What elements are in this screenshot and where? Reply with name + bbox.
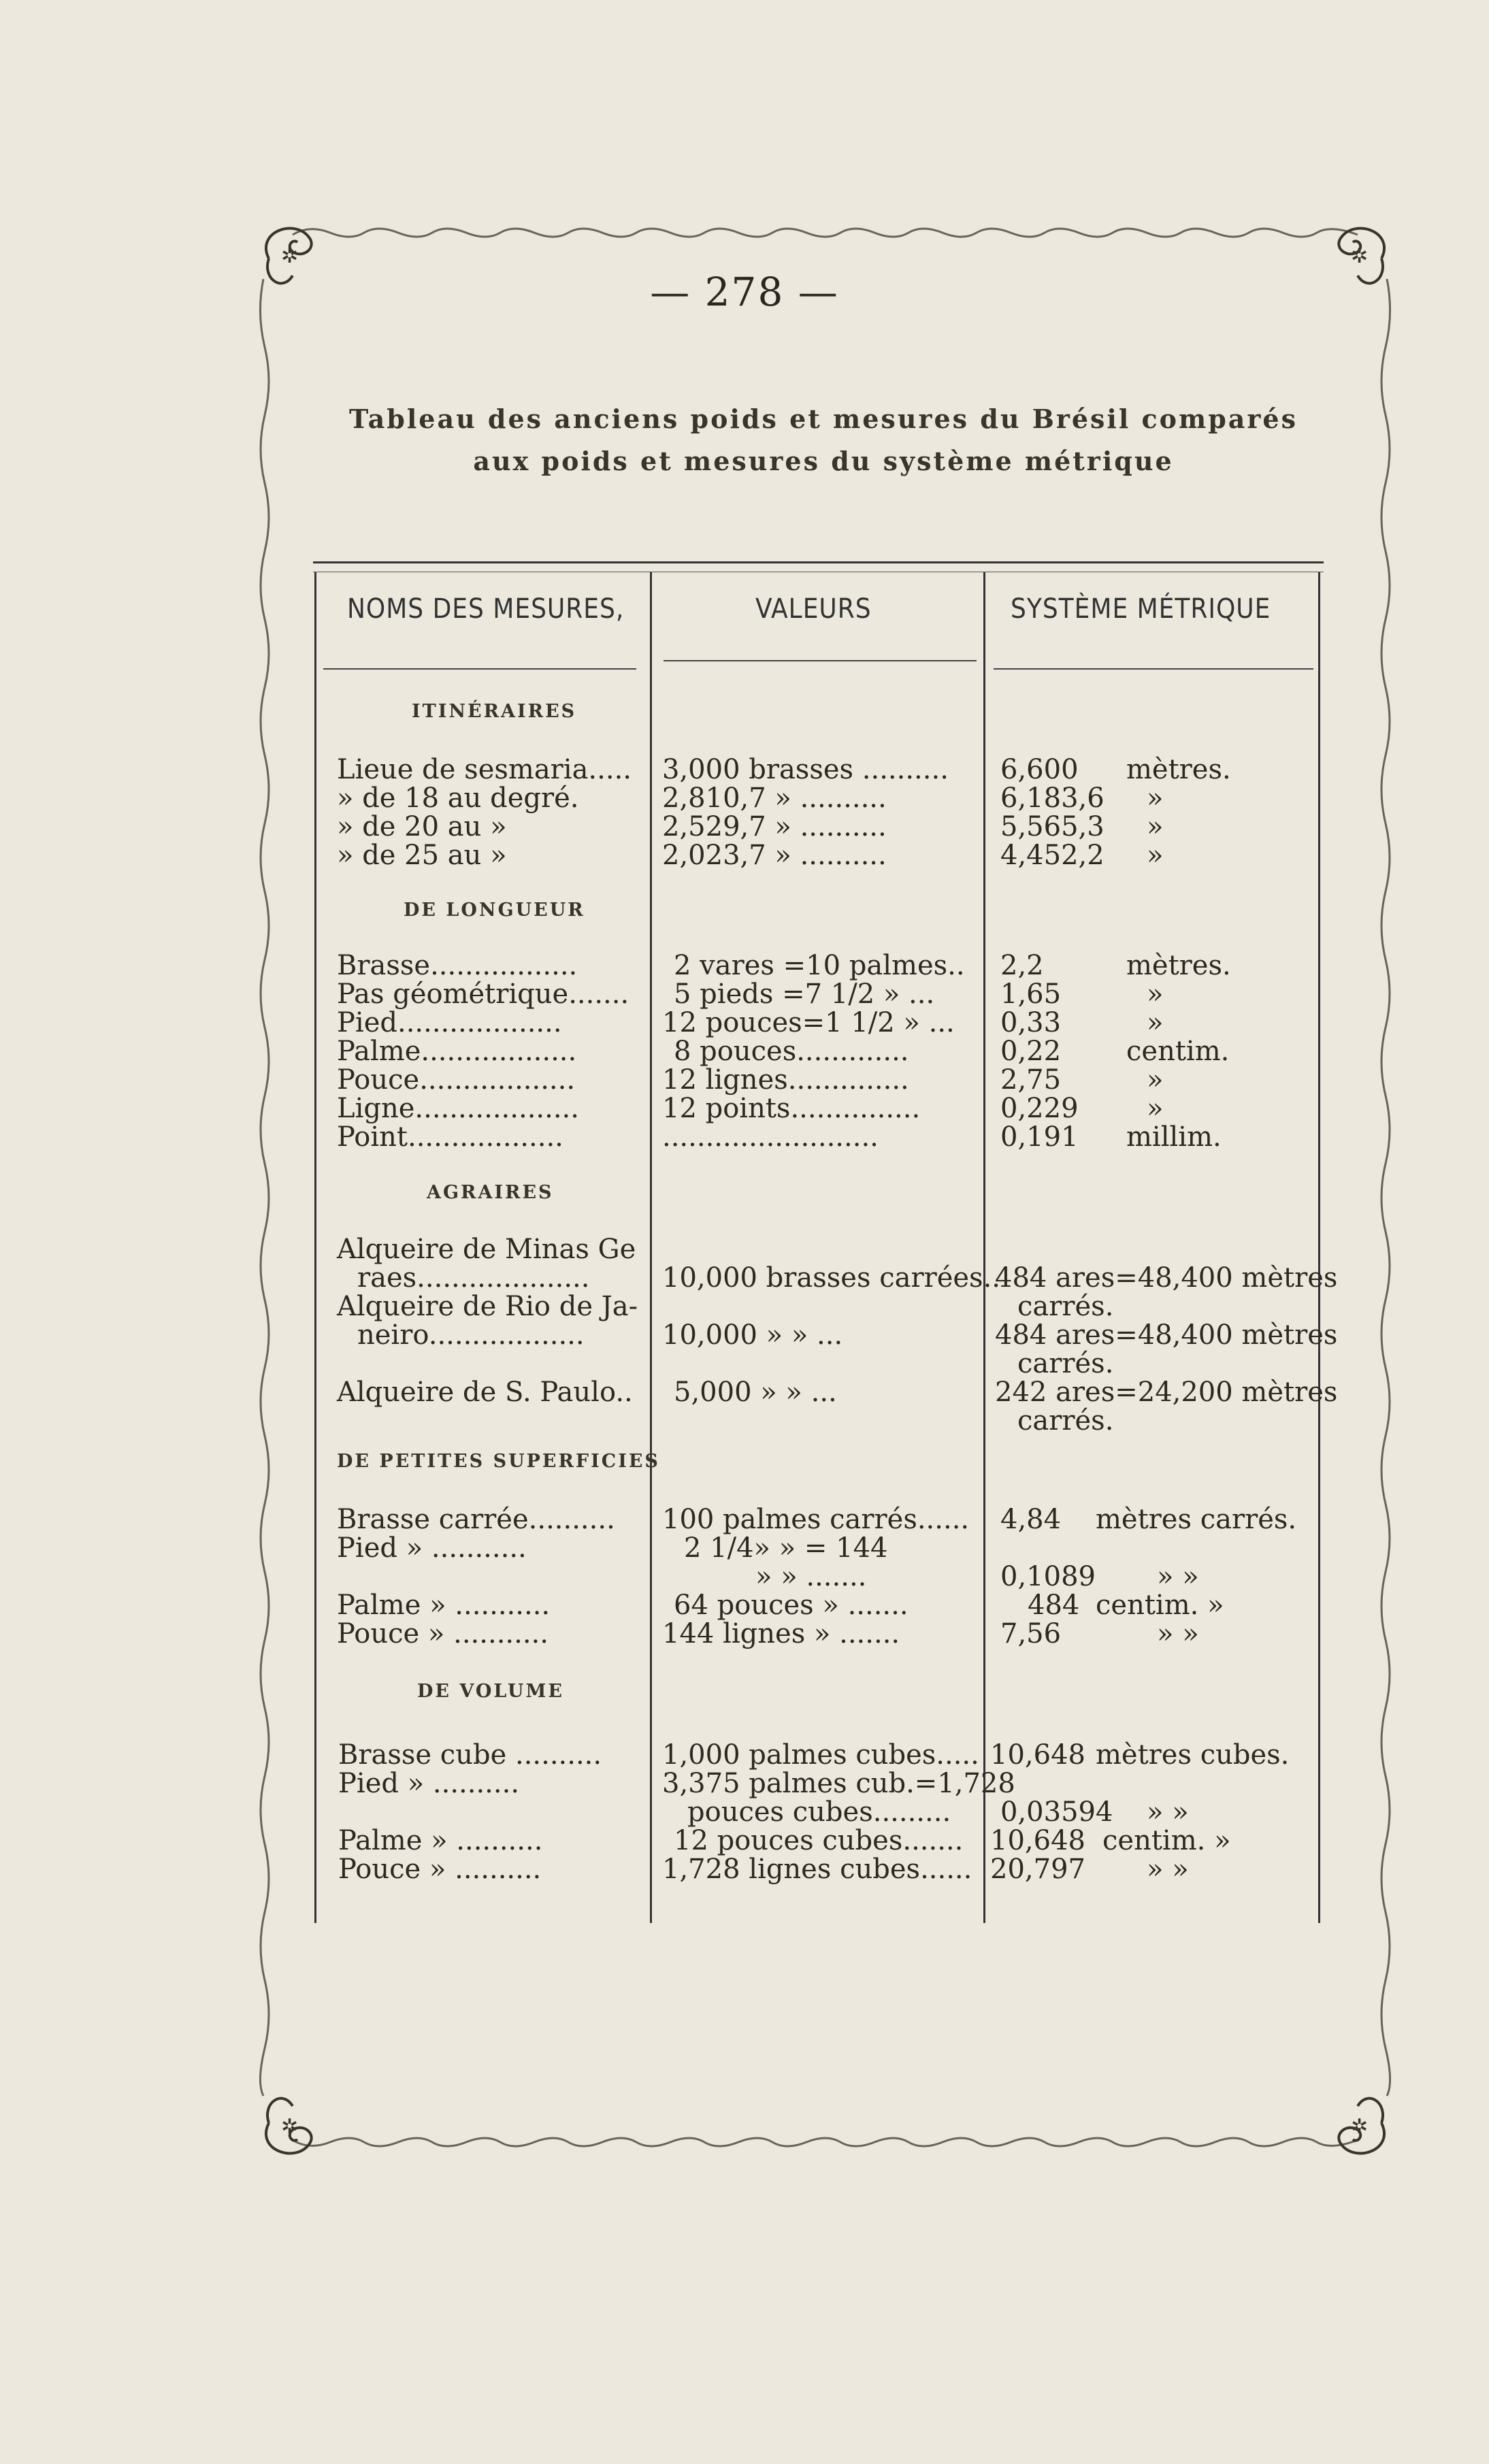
row-value: 5 pieds =7 1/2 » ... [674,979,935,1010]
title-line-2: aux poids et mesures du système métrique [473,446,1174,476]
row-metric: 5,565,3 [1000,811,1105,842]
row-name: Alqueire de Rio de Ja- [337,1291,638,1322]
row-name: » de 25 au » [337,840,507,871]
row-name: Pouce » .......... [338,1854,542,1885]
column-divider-1 [650,572,652,1923]
section-longueur: DE LONGUEUR [404,900,585,921]
row-unit: » » [1157,1561,1199,1592]
header-rule-2 [664,660,977,661]
row-name: Pied » .......... [338,1768,520,1799]
title-line-1: Tableau des anciens poids et mesures du Brésil comparés [349,404,1298,434]
row-metric: 0,1089 [1000,1561,1096,1592]
row-value: 8 pouces............. [674,1036,909,1067]
row-metric: 2,2 [1000,950,1044,981]
row-unit: mètres. [1126,754,1231,785]
row-unit: » [1147,1064,1164,1096]
row-name: raes.................... [357,1262,590,1294]
row-name: Brasse................. [337,950,578,981]
row-metric: 242 ares=24,200 mètres [995,1377,1338,1408]
row-metric: 6,600 [1000,754,1079,785]
row-name: Pouce.................. [337,1064,576,1096]
section-itineraires: ITINÉRAIRES [412,701,577,722]
row-value: 2,810,7 » .......... [662,783,887,814]
row-name: » de 20 au » [337,811,507,842]
row-metric: 2,75 [1000,1064,1062,1096]
row-metric: 484 ares=48,400 mètres [995,1262,1338,1294]
row-metric: 0,03594 [1000,1796,1113,1828]
row-unit: » [1147,840,1164,871]
row-unit: » [1147,783,1164,814]
column-divider-2 [983,572,985,1923]
row-unit: centim. [1126,1036,1230,1067]
table-left-border [314,572,316,1923]
row-metric: 484 ares=48,400 mètres [995,1319,1338,1351]
page-number: — 278 — [650,269,839,315]
row-value: 1,000 palmes cubes..... [662,1739,979,1771]
row-metric: 484 [1028,1590,1080,1621]
row-metric: 10,648 [990,1739,1085,1771]
row-value: 1,728 lignes cubes...... [662,1854,972,1885]
table-right-border [1318,572,1320,1923]
row-metric: 0,229 [1000,1093,1079,1124]
row-name: Palme » ........... [337,1590,551,1621]
row-metric: 0,22 [1000,1036,1062,1067]
row-name: Pied................... [337,1007,562,1038]
row-metric: 0,33 [1000,1007,1062,1038]
row-metric: 1,65 [1000,979,1062,1010]
row-unit: » [1147,1007,1164,1038]
row-name: Pouce » ........... [337,1618,549,1649]
table-top-rule [313,561,1324,572]
row-unit: centim. » [1102,1825,1231,1856]
row-name: Brasse carrée.......... [337,1504,615,1535]
page-title [310,398,1337,482]
row-value: 2 1/4» » = 144 [684,1532,888,1564]
row-unit: » » [1147,1796,1189,1828]
header-noms: NOMS DES MESURES, [347,593,625,625]
row-value: pouces cubes......... [687,1796,951,1828]
row-name: Lieue de sesmaria..... [337,754,632,785]
row-value: 12 pouces=1 1/2 » ... [662,1007,955,1038]
row-unit: centim. » [1096,1590,1224,1621]
row-value: 2,023,7 » .......... [662,840,887,871]
row-name: Point.................. [337,1121,563,1153]
header-rule-1 [323,668,636,670]
row-name: Alqueire de S. Paulo.. [337,1377,633,1408]
row-value: 5,000 » » ... [674,1377,837,1408]
row-unit: » [1147,1093,1164,1124]
row-value: » » ....... [755,1561,867,1592]
row-value: ......................... [662,1121,879,1153]
row-value: 3,375 palmes cub.=1,728 [662,1768,1015,1799]
measures-table [310,561,1338,1922]
row-name: Palme.................. [337,1036,577,1067]
row-name: Pied » ........... [337,1532,527,1564]
section-volume: DE VOLUME [417,1681,564,1702]
svg-text:✲: ✲ [1351,2115,1369,2139]
svg-text:✲: ✲ [281,244,299,268]
row-metric: 0,191 [1000,1121,1079,1153]
row-metric: 4,84 [1000,1504,1062,1535]
section-petites-superficies: DE PETITES SUPERFICIES [337,1451,660,1472]
row-value: 2,529,7 » .......... [662,811,887,842]
row-metric: 6,183,6 [1000,783,1105,814]
row-value: 64 pouces » ....... [674,1590,909,1621]
row-value: 10,000 » » ... [662,1319,843,1351]
row-metric: 10,648 [990,1825,1085,1856]
row-value: 12 points............... [662,1093,921,1124]
row-name: Brasse cube .......... [338,1739,602,1771]
row-unit: mètres cubes. [1096,1739,1290,1771]
svg-text:✲: ✲ [1351,244,1369,268]
row-name: neiro.................. [357,1319,585,1351]
header-rule-3 [994,668,1313,670]
row-unit: mètres carrés. [1096,1504,1297,1535]
row-unit: millim. [1126,1121,1222,1153]
row-value: 10,000 brasses carrées.. [662,1262,1001,1294]
row-value: 12 pouces cubes....... [674,1825,964,1856]
row-value: 2 vares =10 palmes.. [674,950,965,981]
svg-text:✲: ✲ [281,2115,299,2139]
row-value: 12 lignes.............. [662,1064,909,1096]
row-metric: carrés. [1017,1291,1114,1322]
header-valeurs: VALEURS [755,593,872,625]
row-name: Ligne................... [337,1093,579,1124]
row-unit: » » [1147,1854,1189,1885]
row-value: 100 palmes carrés...... [662,1504,970,1535]
row-value: 144 lignes » ....... [662,1618,900,1649]
row-unit: mètres. [1126,950,1231,981]
row-unit: » [1147,811,1164,842]
row-name: Pas géométrique....... [337,979,629,1010]
row-name: Palme » .......... [338,1825,543,1856]
row-metric: carrés. [1017,1348,1114,1379]
row-metric: carrés. [1017,1405,1114,1436]
row-unit: » » [1157,1618,1199,1649]
row-metric: 20,797 [990,1854,1085,1885]
row-name: » de 18 au degré. [337,783,579,814]
section-agraires: AGRAIRES [427,1182,554,1203]
row-metric: 4,452,2 [1000,840,1105,871]
row-unit: » [1147,979,1164,1010]
header-systeme: SYSTÈME MÉTRIQUE [1011,593,1271,625]
row-value: 3,000 brasses .......... [662,754,949,785]
row-metric: 7,56 [1000,1618,1062,1649]
row-name: Alqueire de Minas Ge [337,1234,636,1265]
